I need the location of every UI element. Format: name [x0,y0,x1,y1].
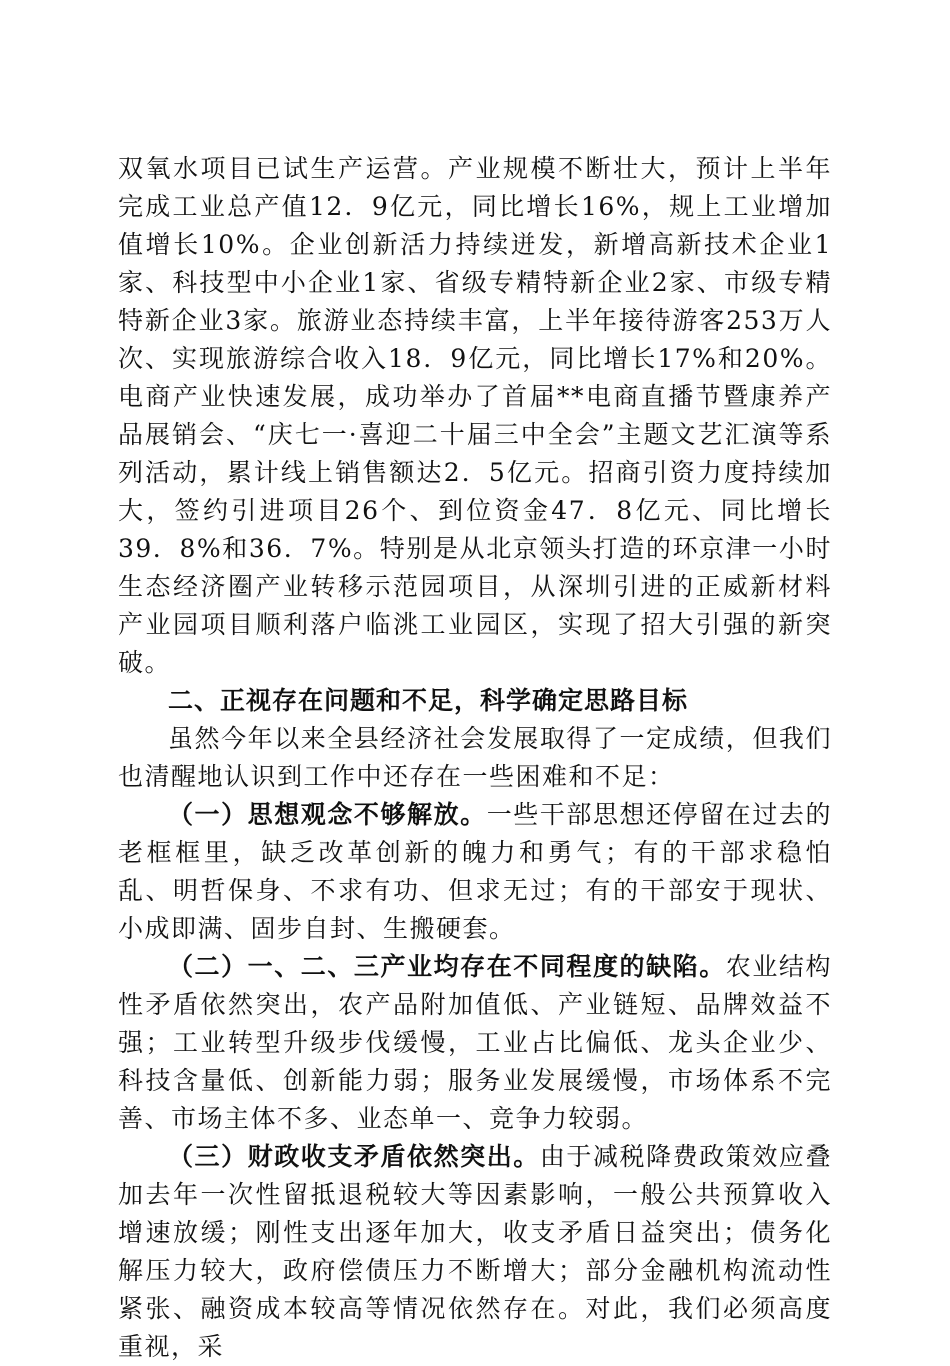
paragraph-item-thinking [118,796,832,948]
paragraph-item-finance [118,1138,832,1366]
item-text-thinking: 一些干部思想还停留在过去的老框框里，缺乏改革创新的魄力和勇气；有的干部求稳怕乱、明哲保身、不求有功、但求无过；有的干部安于现状、小成即满、固步自封、生搬硬套。 [118,800,832,943]
paragraph-industry-summary: 双氧水项目已试生产运营。产业规模不断壮大，预计上半年完成工业总产值12．9亿元，同比增长16%，规上工业增加值增长10%。企业创新活力持续迸发，新增高新技术企业1家、科技型中小企业1家、省级专精特新企业2家、市级专精特新企业3家。旅游业态持续丰富，上半年接待游客253万人次、实现旅游综合收入18．9亿元，同比增长17%和20%。电商产业快速发展，成功举办了首届**电商直播节暨康养产品展销会、“庆七一·喜迎二十届三中全会”主题文艺汇演等系列活动，累计线上销售额达2．5亿元。招商引资力度持续加大，签约引进项目26个、到位资金47．8亿元、同比增长39．8%和36．7%。特别是从北京领头打造的环京津一小时生态经济圈产业转移示范园项目，从深圳引进的正威新材料产业园项目顺利落户临洮工业园区，实现了招大引强的新突破。 [118,154,832,677]
item-lead-finance: （三）财政收支矛盾依然突出。 [168,1142,540,1171]
item-lead-industry: （二）一、二、三产业均存在不同程度的缺陷。 [168,952,726,981]
paragraph-item-industry [118,948,832,1138]
paragraph-intro-problems: 虽然今年以来全县经济社会发展取得了一定成绩，但我们也清醒地认识到工作中还存在一些困难和不足： [118,724,832,791]
section-heading: 二、正视存在问题和不足，科学确定思路目标 [168,686,689,715]
item-lead-thinking: （一）思想观念不够解放。 [168,800,487,829]
item-text-industry: 农业结构性矛盾依然突出，农产品附加值低、产业链短、品牌效益不强；工业转型升级步伐缓慢，工业占比偏低、龙头企业少、科技含量低、创新能力弱；服务业发展缓慢，市场体系不完善、市场主体不多、业态单一、竞争力较弱。 [118,952,832,1133]
document-body [118,150,832,1366]
item-text-finance: 由于减税降费政策效应叠加去年一次性留抵退税较大等因素影响，一般公共预算收入增速放缓；刚性支出逐年加大，收支矛盾日益突出；债务化解压力较大，政府偿债压力不断增大；部分金融机构流动性紧张、融资成本较高等情况依然存在。对此，我们必须高度重视，采 [118,1142,832,1361]
